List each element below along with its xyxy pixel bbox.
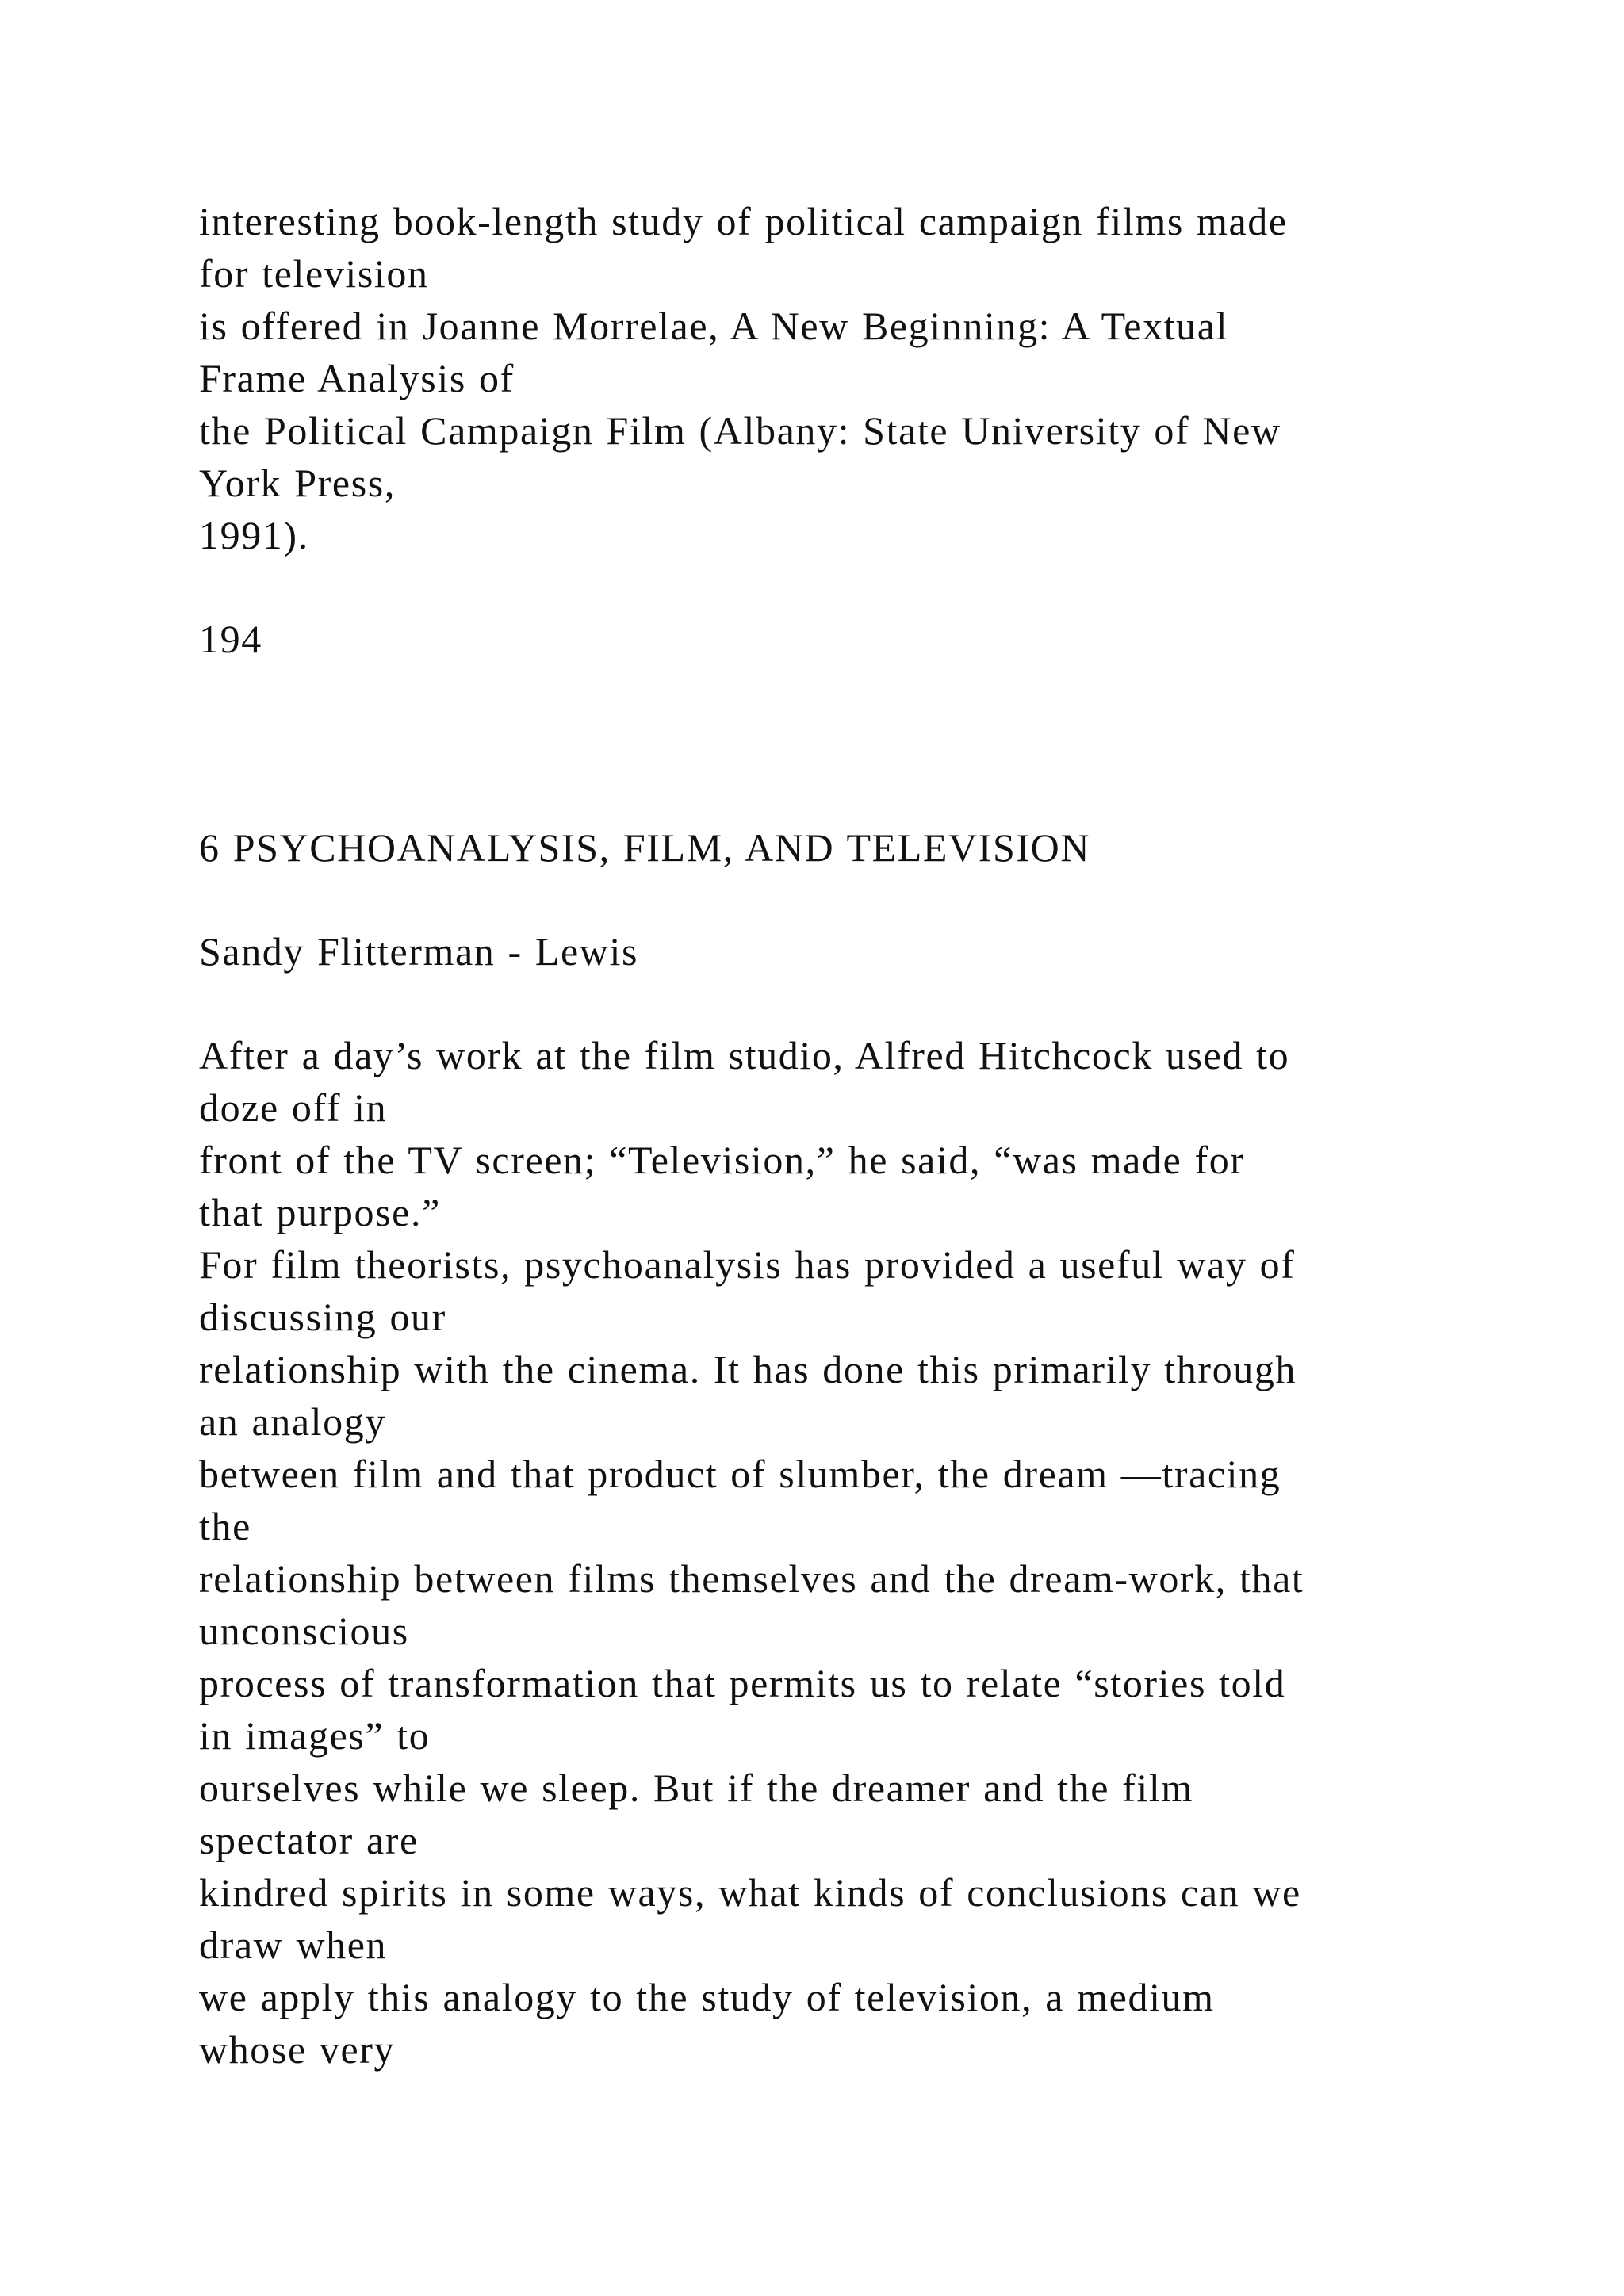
text-line: 1991). — [199, 513, 309, 557]
text-line: relationship between films themselves and the dream-work, that — [199, 1556, 1304, 1601]
chapter-title — [199, 821, 1500, 874]
author-name-text: Sandy Flitterman - Lewis — [199, 929, 639, 974]
text-line: between film and that product of slumber, the dream —tracing — [199, 1452, 1281, 1496]
text-line: Frame Analysis of — [199, 356, 515, 400]
text-line: unconscious — [199, 1609, 409, 1653]
text-line: discussing our — [199, 1295, 446, 1339]
text-line: relationship with the cinema. It has done this primarily through — [199, 1347, 1297, 1391]
text-line: we apply this analogy to the study of television, a medium — [199, 1975, 1215, 2019]
text-line: is offered in Joanne Morrelae, A New Beginning: A Textual — [199, 304, 1229, 348]
text-line: an analogy — [199, 1399, 386, 1444]
text-line: After a day’s work at the film studio, Alfred Hitchcock used to — [199, 1033, 1290, 1077]
author-name — [199, 925, 1500, 978]
text-line: for television — [199, 251, 429, 296]
text-line: the Political Campaign Film (Albany: State University of New — [199, 408, 1281, 453]
text-line: in images” to — [199, 1713, 431, 1758]
page-number — [199, 613, 1500, 665]
chapter-title-text: 6 PSYCHOANALYSIS, FILM, AND TELEVISION — [199, 825, 1091, 870]
text-line: the — [199, 1504, 251, 1548]
text-line: doze off in — [199, 1085, 388, 1130]
text-line: draw when — [199, 1923, 388, 1967]
body-text — [199, 1029, 1500, 2076]
text-line: interesting book-length study of political campaign films made — [199, 199, 1288, 243]
text-line: process of transformation that permits us to relate “stories told — [199, 1661, 1286, 1705]
page-number-text: 194 — [199, 617, 262, 661]
text-line: ourselves while we sleep. But if the dreamer and the film — [199, 1766, 1193, 1810]
text-line: whose very — [199, 2027, 396, 2072]
text-line: For film theorists, psychoanalysis has provided a useful way of — [199, 1242, 1296, 1287]
text-line: that purpose.” — [199, 1190, 441, 1234]
text-line: front of the TV screen; “Television,” he said, “was made for — [199, 1138, 1245, 1182]
text-line: spectator are — [199, 1818, 419, 1862]
text-line: York Press, — [199, 461, 396, 505]
text-line: kindred spirits in some ways, what kinds of conclusions can we — [199, 1870, 1301, 1915]
footnote-text — [199, 195, 1500, 561]
